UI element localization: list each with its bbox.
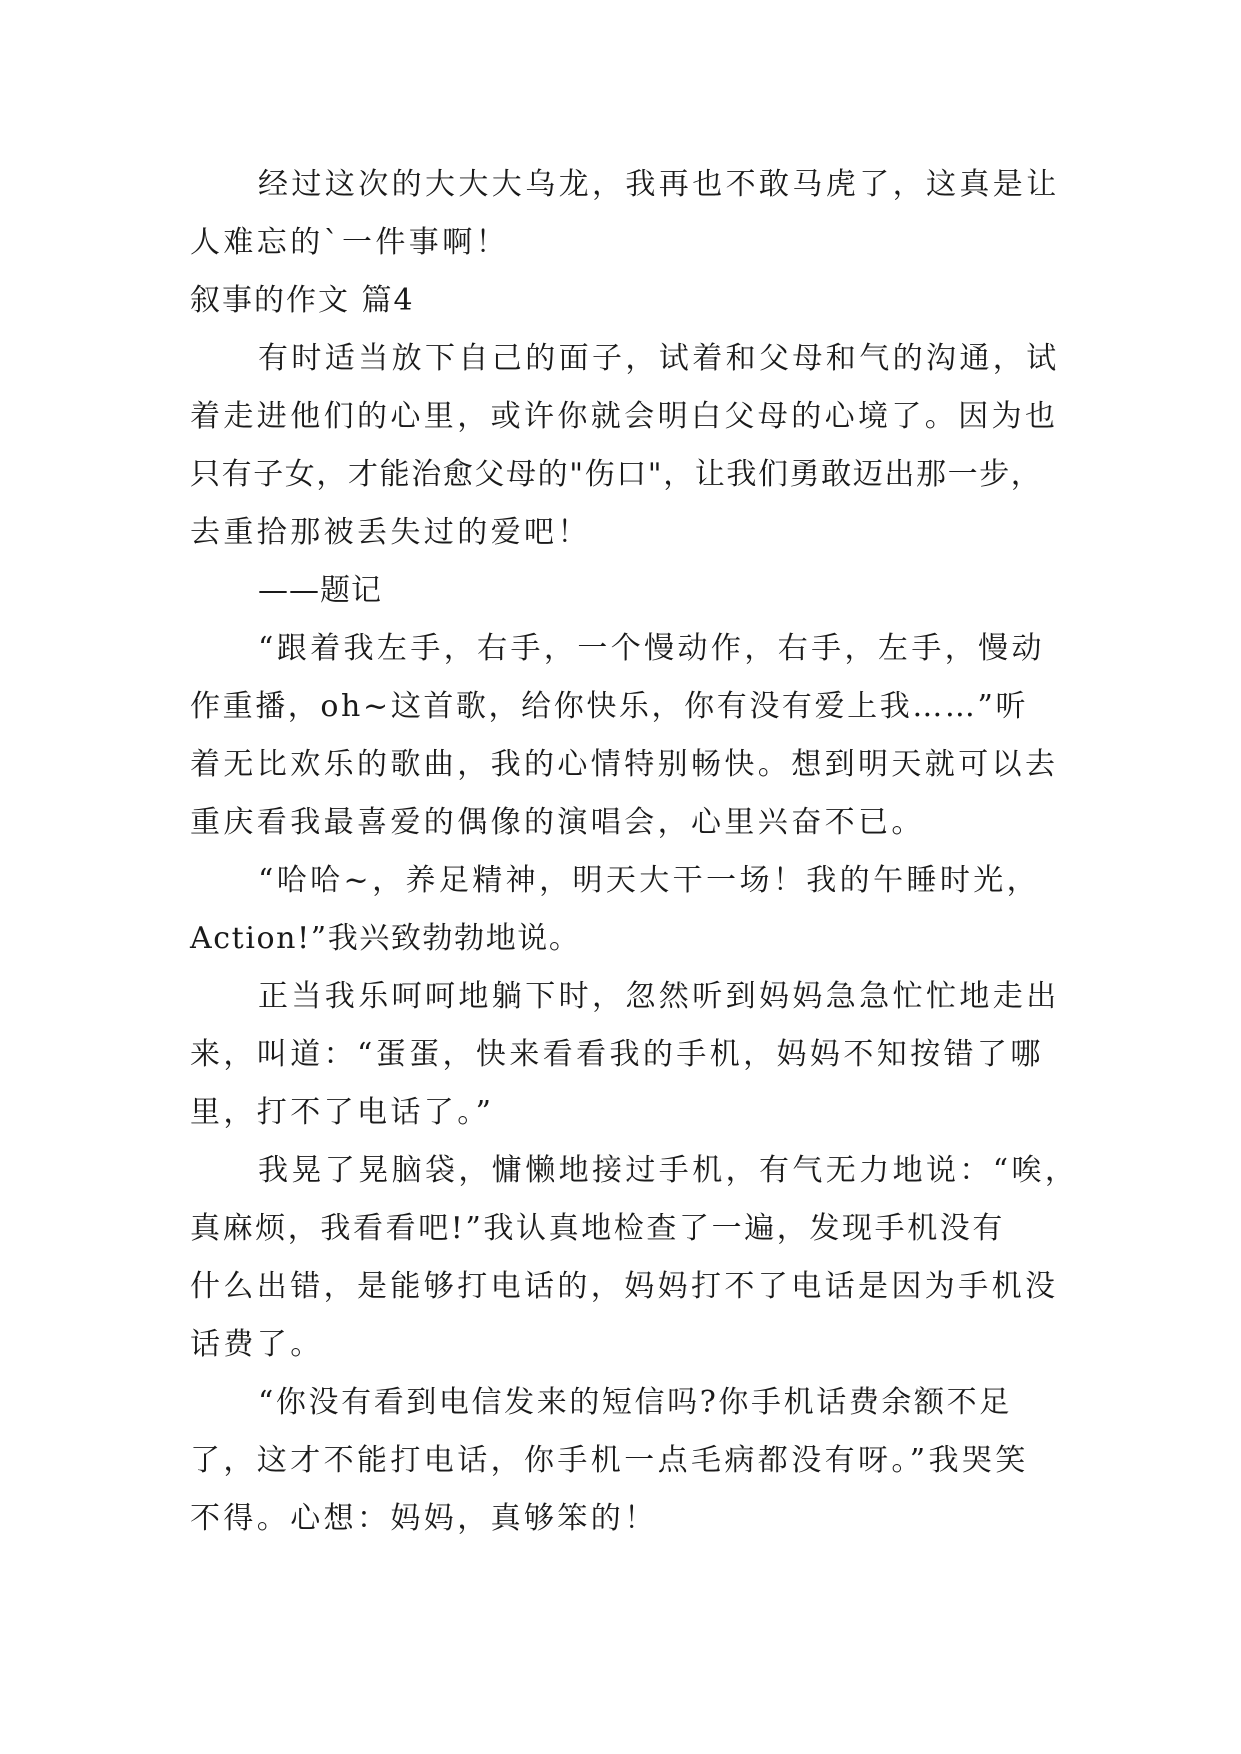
paragraph-line: 正当我乐呵呵地躺下时，忽然听到妈妈急急忙忙地走出 xyxy=(258,979,1060,1014)
paragraph-line: 了，这才不能打电话，你手机一点毛病都没有呀。”我哭笑 xyxy=(190,1443,1029,1478)
paragraph-line: 来，叫道：“蛋蛋，快来看看我的手机，妈妈不知按错了哪 xyxy=(190,1037,1044,1072)
paragraph-line: 不得。心想：妈妈，真够笨的！ xyxy=(190,1501,658,1536)
paragraph-line: “哈哈~，养足精神，明天大干一场！我的午睡时光， xyxy=(258,863,1041,898)
paragraph-line: 作重播，oh~这首歌，给你快乐，你有没有爱上我……”听 xyxy=(190,689,1029,724)
paragraph-line: 只有子女，才能治愈父母的"伤口"，让我们勇敢迈出那一步， xyxy=(190,457,1043,492)
paragraph-line: 重庆看我最喜爱的偶像的演唱会，心里兴奋不已。 xyxy=(190,805,925,840)
paragraph-line: 着走进他们的心里，或许你就会明白父母的心境了。因为也 xyxy=(190,399,1059,434)
paragraph-line: 着无比欢乐的歌曲，我的心情特别畅快。想到明天就可以去 xyxy=(190,747,1059,782)
section-heading: 叙事的作文 篇4 xyxy=(190,283,415,318)
paragraph-line: 里，打不了电话了。” xyxy=(190,1095,495,1130)
paragraph-line: “你没有看到电信发来的短信吗?你手机话费余额不足 xyxy=(258,1385,1012,1420)
paragraph-line: 我晃了晃脑袋，慵懒地接过手机，有气无力地说：“唉， xyxy=(258,1153,1079,1188)
paragraph-line: Action!”我兴致勃勃地说。 xyxy=(190,921,581,956)
epigraph-attribution: ——题记 xyxy=(258,573,382,608)
paragraph-line: 真麻烦，我看看吧!”我认真地检查了一遍，发现手机没有 xyxy=(190,1211,1005,1246)
paragraph-line: 人难忘的`一件事啊！ xyxy=(190,225,509,260)
paragraph-line: “跟着我左手，右手，一个慢动作，右手，左手，慢动 xyxy=(258,631,1045,666)
paragraph-line: 话费了。 xyxy=(190,1327,324,1362)
paragraph-line: 什么出错，是能够打电话的，妈妈打不了电话是因为手机没 xyxy=(190,1269,1059,1304)
paragraph-line: 经过这次的大大大乌龙，我再也不敢马虎了，这真是让 xyxy=(258,167,1060,202)
paragraph-line: 去重拾那被丢失过的爱吧！ xyxy=(190,515,591,550)
paragraph-line: 有时适当放下自己的面子，试着和父母和气的沟通，试 xyxy=(258,341,1060,376)
